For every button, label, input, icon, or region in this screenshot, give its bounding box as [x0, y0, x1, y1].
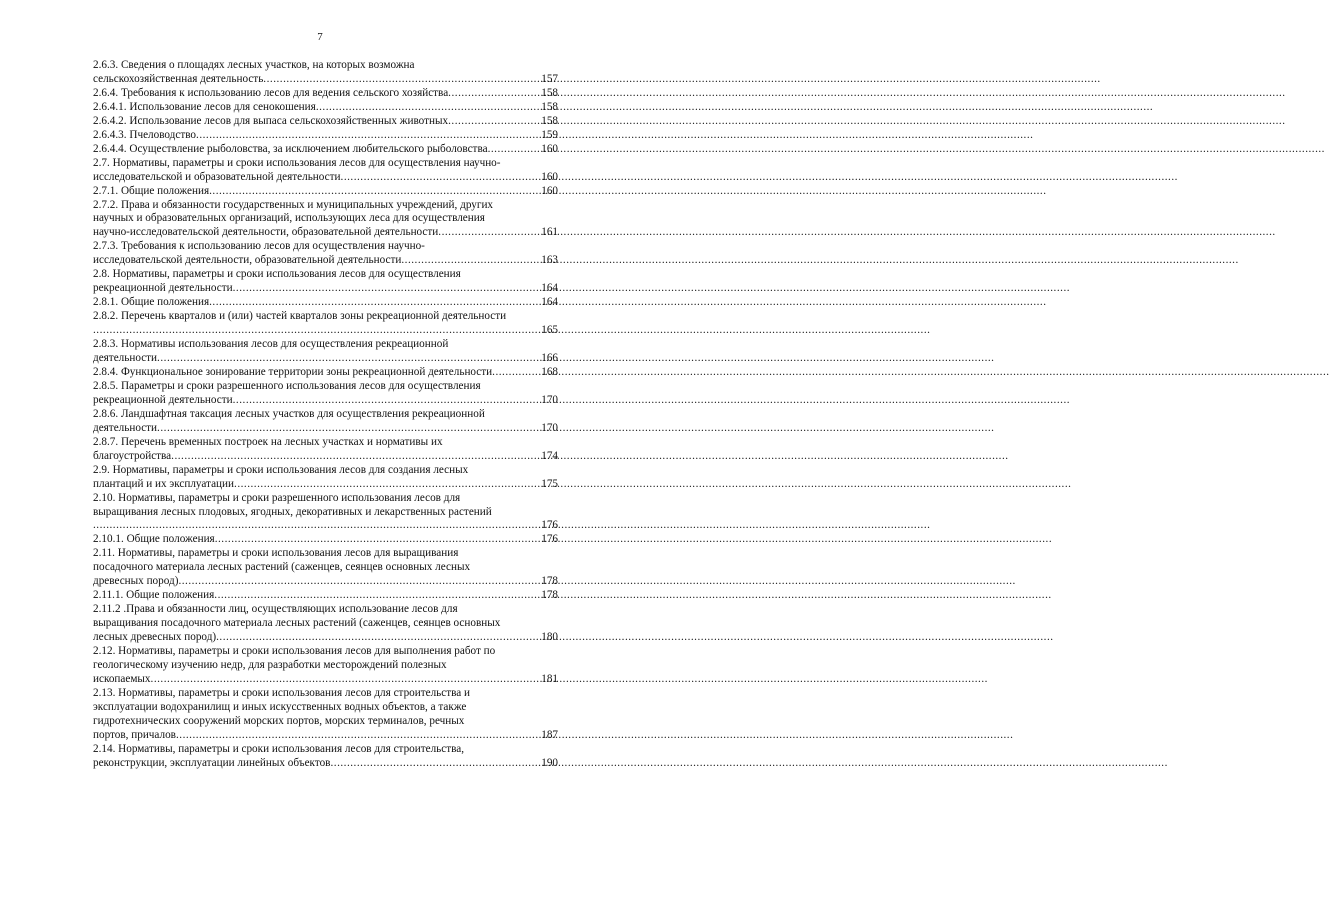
toc-entry-title: плантаций и их эксплуатации — [93, 477, 235, 490]
toc-entry-title: рекреационной деятельности — [93, 282, 233, 295]
dot-leader — [171, 450, 540, 464]
toc-entry[interactable] — [93, 366, 558, 380]
toc-entry-last-line — [93, 282, 558, 296]
toc-page-number: 157 — [541, 72, 558, 85]
toc-page-number: 164 — [541, 282, 558, 295]
dot-leader — [263, 73, 540, 87]
toc-entry[interactable] — [93, 645, 558, 687]
toc-entry-title: портов, причалов — [93, 728, 176, 741]
dot-leader — [151, 673, 541, 687]
toc-entry[interactable] — [93, 743, 558, 771]
toc-page-number: 175 — [541, 477, 558, 490]
toc-entry-line: 2.7. Нормативы, параметры и сроки использования лесов для осуществления научно- — [93, 156, 501, 169]
page-number: 7 — [317, 31, 323, 43]
toc-entry-last-line — [93, 631, 558, 645]
toc-entry-title: 2.6.4.2. Использование лесов для выпаса сельскохозяйственных животных — [93, 114, 449, 127]
toc-page-number: 176 — [541, 519, 558, 532]
toc-entry-last-line — [93, 73, 558, 87]
toc-entry-title: древесных пород) — [93, 575, 179, 588]
toc-entry-line: выращивания лесных плодовых, ягодных, декоративных и лекарственных растений — [93, 505, 492, 518]
toc-entry[interactable] — [93, 199, 558, 241]
dot-leader — [401, 254, 540, 268]
toc-page-number: 181 — [541, 672, 558, 685]
toc-entry-last-line — [93, 533, 558, 547]
toc-entry-line: 2.8.6. Ландшафтная таксация лесных участков для осуществления рекреационной — [93, 407, 485, 420]
toc-entry-last-line — [93, 575, 558, 589]
toc-entry-line: 2.7.2. Права и обязанности государственных и муниципальных учреждений, других — [93, 198, 494, 211]
toc-page-number: 168 — [541, 365, 558, 378]
toc-entry-line: 2.8.2. Перечень кварталов и (или) частей кварталов зоны рекреационной деятельности — [93, 310, 507, 323]
toc-entry[interactable] — [93, 296, 558, 310]
dot-leader — [316, 101, 540, 115]
toc-entry-last-line — [93, 673, 558, 687]
toc-entry-line: 2.10. Нормативы, параметры и сроки разрешенного использования лесов для — [93, 491, 461, 504]
dot-leader — [448, 115, 540, 129]
dot-leader — [233, 394, 541, 408]
toc-entry-last-line — [93, 143, 558, 157]
toc-page-number: 166 — [541, 352, 558, 365]
toc-entry-line: 2.7.3. Требования к использованию лесов для осуществления научно- — [93, 240, 425, 253]
toc-entry[interactable] — [93, 143, 558, 157]
toc-page-number: 176 — [541, 533, 558, 546]
toc-entry-title: 2.8.1. Общие положения — [93, 296, 210, 309]
toc-entry-last-line — [93, 422, 558, 436]
toc-page-number: 159 — [541, 128, 558, 141]
toc-page-number: 163 — [541, 254, 558, 267]
dot-leader — [178, 575, 540, 589]
dot-leader — [157, 352, 540, 366]
toc-entry-title: реконструкции, эксплуатации линейных объектов — [93, 756, 331, 769]
toc-entry-title: исследовательской деятельности, образовательной деятельности — [93, 254, 402, 267]
toc-entry[interactable] — [93, 603, 558, 645]
toc-entry-last-line — [93, 226, 558, 240]
dot-leader — [93, 519, 540, 533]
toc-entry[interactable] — [93, 687, 558, 743]
toc-entry-title: деятельности — [93, 421, 158, 434]
dot-leader — [209, 296, 540, 310]
toc-entry-line: посадочного материала лесных растений (саженцев, сеянцев основных лесных — [93, 561, 471, 574]
toc-entry-last-line — [93, 101, 558, 115]
toc-page-number: 187 — [541, 728, 558, 741]
dot-leader — [176, 729, 540, 743]
toc-entry-title: сельскохозяйственная деятельность — [93, 72, 264, 85]
toc-entry-last-line — [93, 352, 558, 366]
toc-entry[interactable] — [93, 115, 558, 129]
toc-entry-last-line — [93, 729, 558, 743]
toc-page-number: 190 — [541, 756, 558, 769]
dot-leader — [330, 757, 540, 771]
toc-entry-last-line — [93, 757, 558, 771]
toc-entry-last-line — [93, 171, 558, 185]
toc-entry-last-line — [93, 296, 558, 310]
toc-entry-last-line — [93, 324, 558, 338]
table-of-contents — [93, 59, 558, 771]
toc-entry-last-line — [93, 185, 558, 199]
dot-leader — [157, 422, 540, 436]
toc-entry-title: лесных древесных пород) — [93, 631, 217, 644]
dot-leader — [448, 87, 540, 101]
toc-entry-title: 2.10.1. Общие положения — [93, 533, 215, 546]
toc-page-number: 178 — [541, 575, 558, 588]
dot-leader — [233, 282, 541, 296]
toc-page-number: 164 — [541, 296, 558, 309]
toc-entry-line: 2.13. Нормативы, параметры и сроки использования лесов для строительства и — [93, 686, 471, 699]
toc-entry-title: 2.7.1. Общие положения — [93, 184, 210, 197]
toc-page-number: 158 — [541, 100, 558, 113]
dot-leader — [488, 143, 541, 157]
toc-entry-line: 2.11.2 .Права и обязанности лиц, осуществляющих использование лесов для — [93, 603, 458, 616]
dot-leader — [492, 366, 540, 380]
toc-page-number: 165 — [541, 324, 558, 337]
toc-entry[interactable] — [93, 492, 558, 534]
toc-entry[interactable] — [93, 380, 558, 408]
dot-leader — [209, 185, 540, 199]
dot-leader — [216, 631, 540, 645]
toc-entry-title: 2.11.1. Общие положения — [93, 589, 215, 602]
toc-entry[interactable] — [93, 101, 558, 115]
toc-page-number: 158 — [541, 86, 558, 99]
toc-page-number: 180 — [541, 631, 558, 644]
toc-entry[interactable] — [93, 268, 558, 296]
toc-page-number: 170 — [541, 393, 558, 406]
toc-entry-title: деятельности — [93, 352, 158, 365]
toc-entry-last-line — [93, 129, 558, 143]
dot-leader — [215, 533, 541, 547]
toc-entry-line: 2.8. Нормативы, параметры и сроки использования лесов для осуществления — [93, 268, 461, 281]
toc-entry[interactable] — [93, 310, 558, 338]
toc-entry-line: 2.8.7. Перечень временных построек на лесных участках и нормативы их — [93, 435, 443, 448]
dot-leader — [214, 589, 540, 603]
toc-entry[interactable] — [93, 436, 558, 464]
toc-entry[interactable] — [93, 185, 558, 199]
toc-page-number: 160 — [541, 184, 558, 197]
toc-entry-last-line — [93, 115, 558, 129]
toc-entry-line: 2.9. Нормативы, параметры и сроки использования лесов для создания лесных — [93, 463, 469, 476]
toc-entry[interactable] — [93, 59, 558, 87]
toc-entry-title: 2.6.4.1. Использование лесов для сенокошения — [93, 100, 316, 113]
toc-entry-line: выращивания посадочного материала лесных растений (саженцев, сеянцев основных — [93, 617, 501, 630]
toc-page-number: 174 — [541, 449, 558, 462]
toc-entry-title: 2.6.4.3. Пчеловодство — [93, 128, 197, 141]
toc-entry-line: геологическому изучению недр, для разработки месторождений полезных — [93, 658, 447, 671]
dot-leader — [341, 171, 541, 185]
toc-entry-line: научных и образовательных организаций, использующих леса для осуществления — [93, 212, 485, 225]
toc-entry-title: рекреационной деятельности — [93, 393, 233, 406]
toc-entry-title: 2.6.4.4. Осуществление рыболовства, за исключением любительского рыболовства — [93, 142, 488, 155]
toc-entry[interactable] — [93, 533, 558, 547]
toc-entry-last-line — [93, 589, 558, 603]
toc-entry-last-line — [93, 394, 558, 408]
toc-entry-last-line — [93, 450, 558, 464]
toc-entry-line: 2.14. Нормативы, параметры и сроки использования лесов для строительства, — [93, 742, 465, 755]
dot-leader — [438, 226, 540, 240]
toc-entry-last-line — [93, 519, 558, 533]
dot-leader — [196, 129, 540, 143]
toc-entry-line: 2.12. Нормативы, параметры и сроки использования лесов для выполнения работ по — [93, 645, 496, 658]
toc-entry-line: 2.8.5. Параметры и сроки разрешенного использования лесов для осуществления — [93, 379, 481, 392]
toc-entry-last-line — [93, 366, 558, 380]
toc-page-number: 178 — [541, 589, 558, 602]
toc-entry[interactable] — [93, 464, 558, 492]
toc-page-number: 170 — [541, 421, 558, 434]
toc-page-number: 161 — [541, 226, 558, 239]
toc-entry-last-line — [93, 87, 558, 101]
toc-page-number: 160 — [541, 170, 558, 183]
toc-entry-line: 2.6.3. Сведения о площадях лесных участков, на которых возможна — [93, 59, 415, 71]
toc-entry-last-line — [93, 254, 558, 268]
toc-entry-last-line — [93, 478, 558, 492]
toc-entry-line: 2.8.3. Нормативы использования лесов для осуществления рекреационной — [93, 338, 449, 351]
toc-entry[interactable] — [93, 408, 558, 436]
toc-entry[interactable] — [93, 547, 558, 589]
toc-entry-title: исследовательской и образовательной деятельности — [93, 170, 341, 183]
toc-entry-line: эксплуатации водохранилищ и иных искусственных водных объектов, а также — [93, 700, 467, 713]
toc-entry-line: гидротехнических сооружений морских портов, морских терминалов, речных — [93, 714, 465, 727]
toc-entry[interactable] — [93, 240, 558, 268]
toc-entry[interactable] — [93, 129, 558, 143]
toc-entry[interactable] — [93, 589, 558, 603]
toc-entry-title: благоустройства — [93, 449, 172, 462]
toc-entry-title: ископаемых — [93, 672, 151, 685]
toc-entry-title: 2.8.4. Функциональное зонирование территории зоны рекреационной деятельности — [93, 365, 493, 378]
toc-page-number: 160 — [541, 142, 558, 155]
dot-leader — [234, 478, 540, 492]
toc-entry-title: научно-исследовательской деятельности, образовательной деятельности — [93, 226, 439, 239]
toc-entry[interactable] — [93, 87, 558, 101]
toc-entry[interactable] — [93, 338, 558, 366]
dot-leader — [93, 324, 540, 338]
toc-page-number: 158 — [541, 114, 558, 127]
toc-entry-title: 2.6.4. Требования к использованию лесов для ведения сельского хозяйства — [93, 86, 449, 99]
toc-entry-line: 2.11. Нормативы, параметры и сроки использования лесов для выращивания — [93, 547, 459, 560]
toc-entry[interactable] — [93, 157, 558, 185]
